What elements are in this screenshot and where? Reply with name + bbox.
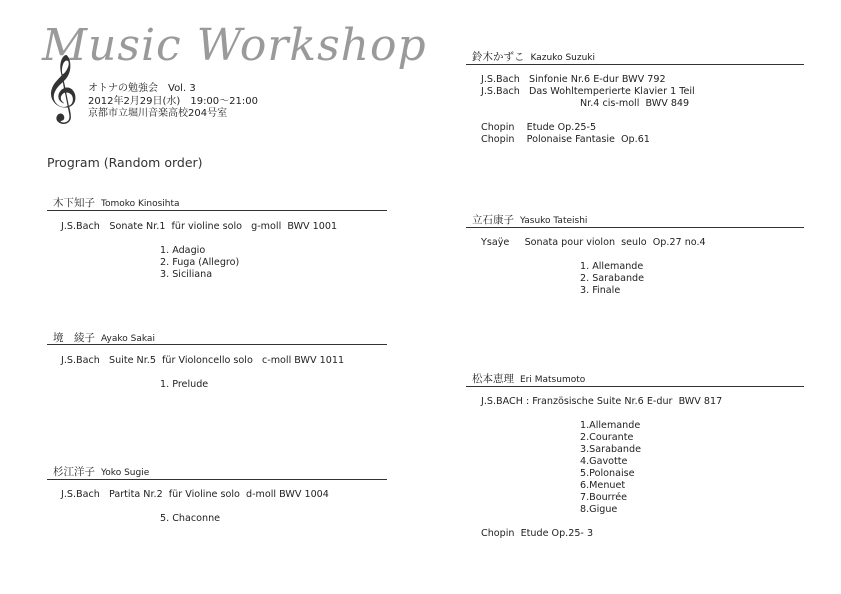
- movement-line: 6.Menuet: [580, 480, 626, 491]
- divider: [47, 344, 387, 345]
- work-line: J.S.BACH : Französische Suite Nr.6 E-dur BWV 817: [481, 396, 723, 407]
- performer-name-ja: 鈴木かずこ: [472, 51, 525, 63]
- event-venue: 京都市立堀川音楽高校204号室: [88, 108, 228, 119]
- movement-line: 2. Fuga (Allegro): [160, 257, 240, 268]
- movement-line: 8.Gigue: [580, 504, 618, 515]
- performer-name: [472, 212, 587, 227]
- work-line: J.S.Bach Sonate Nr.1 für violine solo g-moll BWV 1001: [61, 221, 338, 232]
- movement-line: 2. Sarabande: [580, 273, 645, 284]
- performer-name: [472, 371, 585, 386]
- divider: [47, 479, 387, 480]
- event-info: [88, 83, 258, 121]
- performer-name-ja: 松本恵理: [472, 373, 514, 385]
- movement-line: 5. Chaconne: [160, 513, 221, 524]
- work-line: J.S.Bach Suite Nr.5 für Violoncello solo c-moll BWV 1011: [61, 355, 345, 366]
- work-line: Chopin Polonaise Fantasie Op.61: [481, 134, 650, 145]
- performer-name-en: Yasuko Tateishi: [520, 216, 588, 226]
- performer-name-ja: 木下知子: [53, 197, 95, 209]
- work-line: Chopin Etude Op.25-5: [481, 122, 597, 133]
- work-line: J.S.Bach Das Wohltemperierte Klavier 1 Teil: [481, 86, 695, 97]
- program-label: Program (Random order): [47, 155, 203, 170]
- performer-name-en: Tomoko Kinosihta: [101, 199, 180, 209]
- performer-name: [53, 330, 155, 345]
- movement-line: 3. Siciliana: [160, 269, 213, 280]
- movement-line: 4.Gavotte: [580, 456, 628, 467]
- performer-name-ja: 立石康子: [472, 214, 514, 226]
- movement-line: 5.Polonaise: [580, 468, 635, 479]
- movement-line: 3. Finale: [580, 285, 621, 296]
- performer-name-en: Yoko Sugie: [101, 468, 150, 478]
- performer-name: [53, 195, 180, 210]
- performer-name: [472, 49, 595, 64]
- movement-line: 1. Adagio: [160, 245, 206, 256]
- treble-clef-icon: 𝄞: [44, 53, 79, 121]
- logo-title: Music Workshop: [42, 20, 427, 71]
- movement-line: 1. Allemande: [580, 261, 644, 272]
- performer-name-en: Eri Matsumoto: [520, 375, 586, 385]
- work-line: Chopin Etude Op.25- 3: [481, 528, 594, 539]
- movement-line: 7.Bourrée: [580, 492, 627, 503]
- work-line: Nr.4 cis-moll BWV 849: [580, 98, 690, 109]
- divider: [466, 227, 804, 228]
- performer-name-en: Ayako Sakai: [101, 334, 155, 344]
- performer-name-ja: 杉江洋子: [53, 466, 95, 478]
- movement-line: 2.Courante: [580, 432, 634, 443]
- movement-line: 1. Prelude: [160, 379, 209, 390]
- performer-name-en: Kazuko Suzuki: [530, 53, 596, 63]
- work-line: J.S.Bach Sinfonie Nr.6 E-dur BWV 792: [481, 74, 666, 85]
- movement-line: 1.Allemande: [580, 420, 641, 431]
- event-date: 2012年2月29日(水) 19:00～21:00: [88, 95, 258, 107]
- performer-name-ja: 境 綾子: [53, 332, 95, 344]
- work-line: Ysaÿe Sonata pour violon seulo Op.27 no.4: [481, 237, 706, 248]
- divider: [466, 64, 804, 65]
- movement-line: 3.Sarabande: [580, 444, 641, 455]
- divider: [47, 210, 387, 211]
- work-line: J.S.Bach Partita Nr.2 für Violine solo d-moll BWV 1004: [61, 489, 329, 500]
- event-title: オトナの勉強会 Vol. 3: [88, 83, 196, 94]
- performer-name: [53, 464, 149, 479]
- divider: [466, 386, 804, 387]
